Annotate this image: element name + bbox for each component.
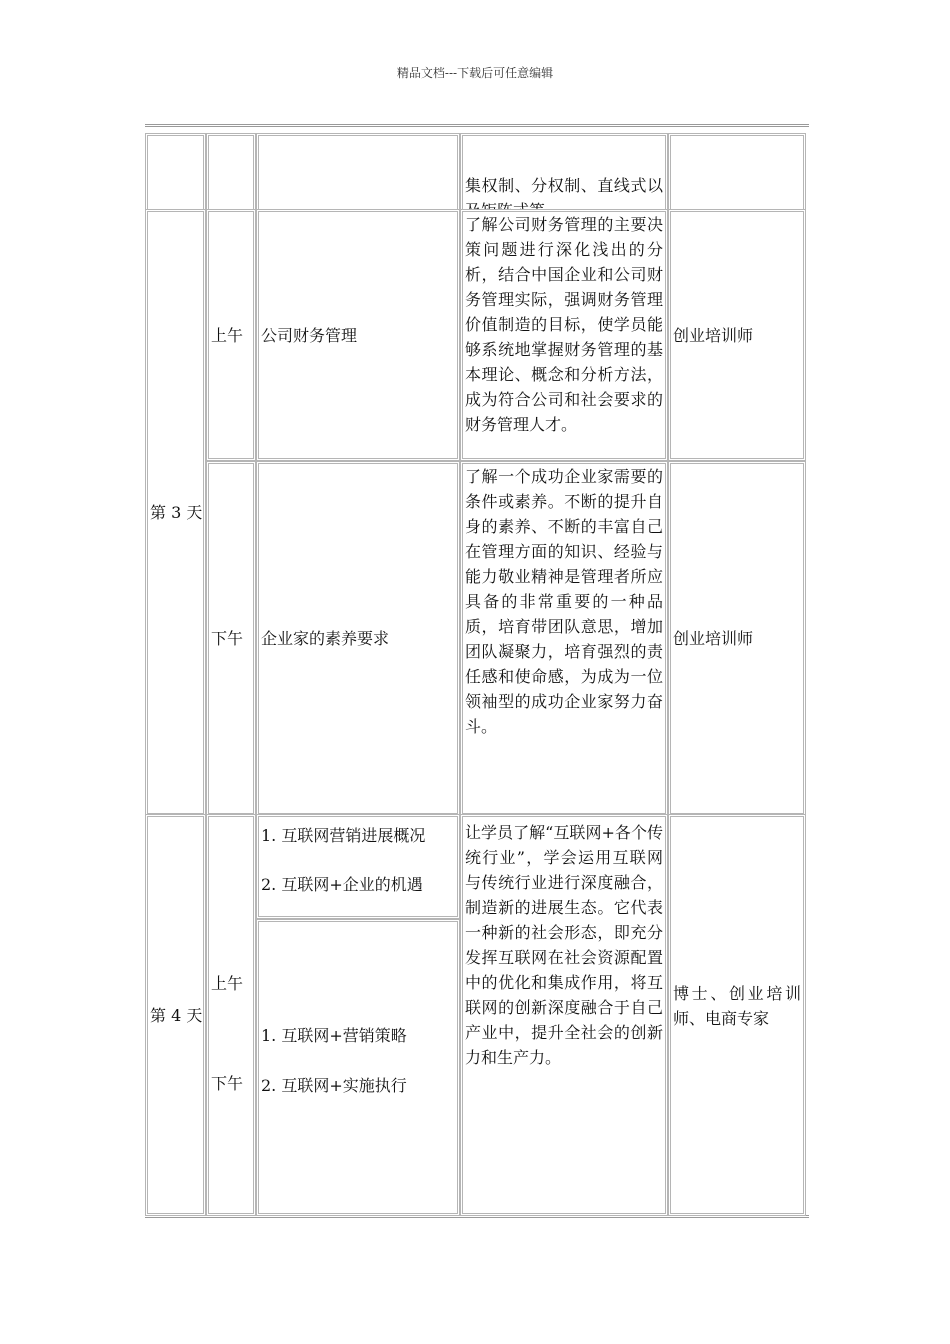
day4-content: 让学员了解“互联网+各个传统行业”，学会运用互联网与传统行业进行深度融合，制造新的进展生态。它代表一种新的社会形态，即充分发挥互联网在社会资源配置中的优化和集成作用，将互联网的创新深度融合于自己产业中，提升全社会的创新力和生产力。 (465, 823, 663, 1067)
day3-am-lecturer-cell (668, 209, 806, 461)
day3-pm-time-cell (206, 461, 256, 816)
day3-pm-lecturer: 创业培训师 (673, 629, 754, 648)
day3-pm-lecturer-cell (668, 461, 806, 816)
cont-content-cell (460, 133, 668, 213)
day4-topic-4: 2. 互联网+实施执行 (261, 1076, 407, 1095)
day4-label-cell (145, 814, 206, 1216)
day4-content-cell (460, 814, 668, 1216)
day4-topic-2: 2. 互联网+企业的机遇 (261, 875, 423, 894)
day4-label: 第 4 天 (150, 1005, 203, 1025)
day3-pm-content: 了解一个成功企业家需要的条件或素养。不断的提升自身的素养、不断的丰富自己在管理方面的知识、经验与能力敬业精神是管理者所应具备的非常重要的一种品质，培育带团队意思，增加团队凝聚力，培育强烈的责任感和使命感，为成为一位领袖型的成功企业家努力奋斗。 (465, 467, 663, 736)
day4-topic-3: 1. 互联网+营销策略 (261, 1026, 407, 1045)
day3-am-time-cell (206, 209, 256, 461)
day4-topic-top-cell (256, 814, 460, 919)
schedule-table (145, 124, 809, 1218)
cont-content-text: 集权制、分权制、直线式以 (465, 176, 663, 195)
day4-topic-1: 1. 互联网营销进展概况 (261, 826, 426, 845)
day4-time-am: 上午 (211, 974, 244, 993)
day3-label-cell (145, 209, 206, 816)
cont-time-cell (206, 133, 256, 213)
day3-pm-content-cell (460, 461, 668, 816)
day4-time-cell (206, 814, 256, 1216)
day4-topic-bottom-cell (256, 919, 460, 1216)
day3-pm-topic-cell (256, 461, 460, 816)
day3-am-content: 了解公司财务管理的主要决策问题进行深化浅出的分析，结合中国企业和公司财务管理实际，强调财务管理价值制造的目标，使学员能够系统地掌握财务管理的基本理论、概念和分析方法，成为符合公司和社会要求的财务管理人才。 (465, 215, 663, 434)
cont-lecturer-cell (668, 133, 806, 213)
day3-pm-topic: 企业家的素养要求 (261, 629, 390, 648)
cont-topic-cell (256, 133, 460, 213)
day4-lecturer: 博士、创业培训师、电商专家 (673, 984, 801, 1028)
day3-am-time: 上午 (211, 325, 244, 345)
day3-am-lecturer: 创业培训师 (673, 325, 754, 345)
day3-am-topic-cell (256, 209, 460, 461)
cont-day-cell (145, 133, 206, 213)
day3-pm-time: 下午 (211, 629, 244, 648)
day3-am-content-cell (460, 209, 668, 461)
day3-label: 第 3 天 (150, 503, 203, 522)
day4-lecturer-cell (668, 814, 806, 1216)
day3-am-topic: 公司财务管理 (261, 325, 358, 345)
page-header: 精品文档---下载后可任意编辑 (396, 66, 554, 80)
day4-time-pm: 下午 (211, 1074, 244, 1093)
